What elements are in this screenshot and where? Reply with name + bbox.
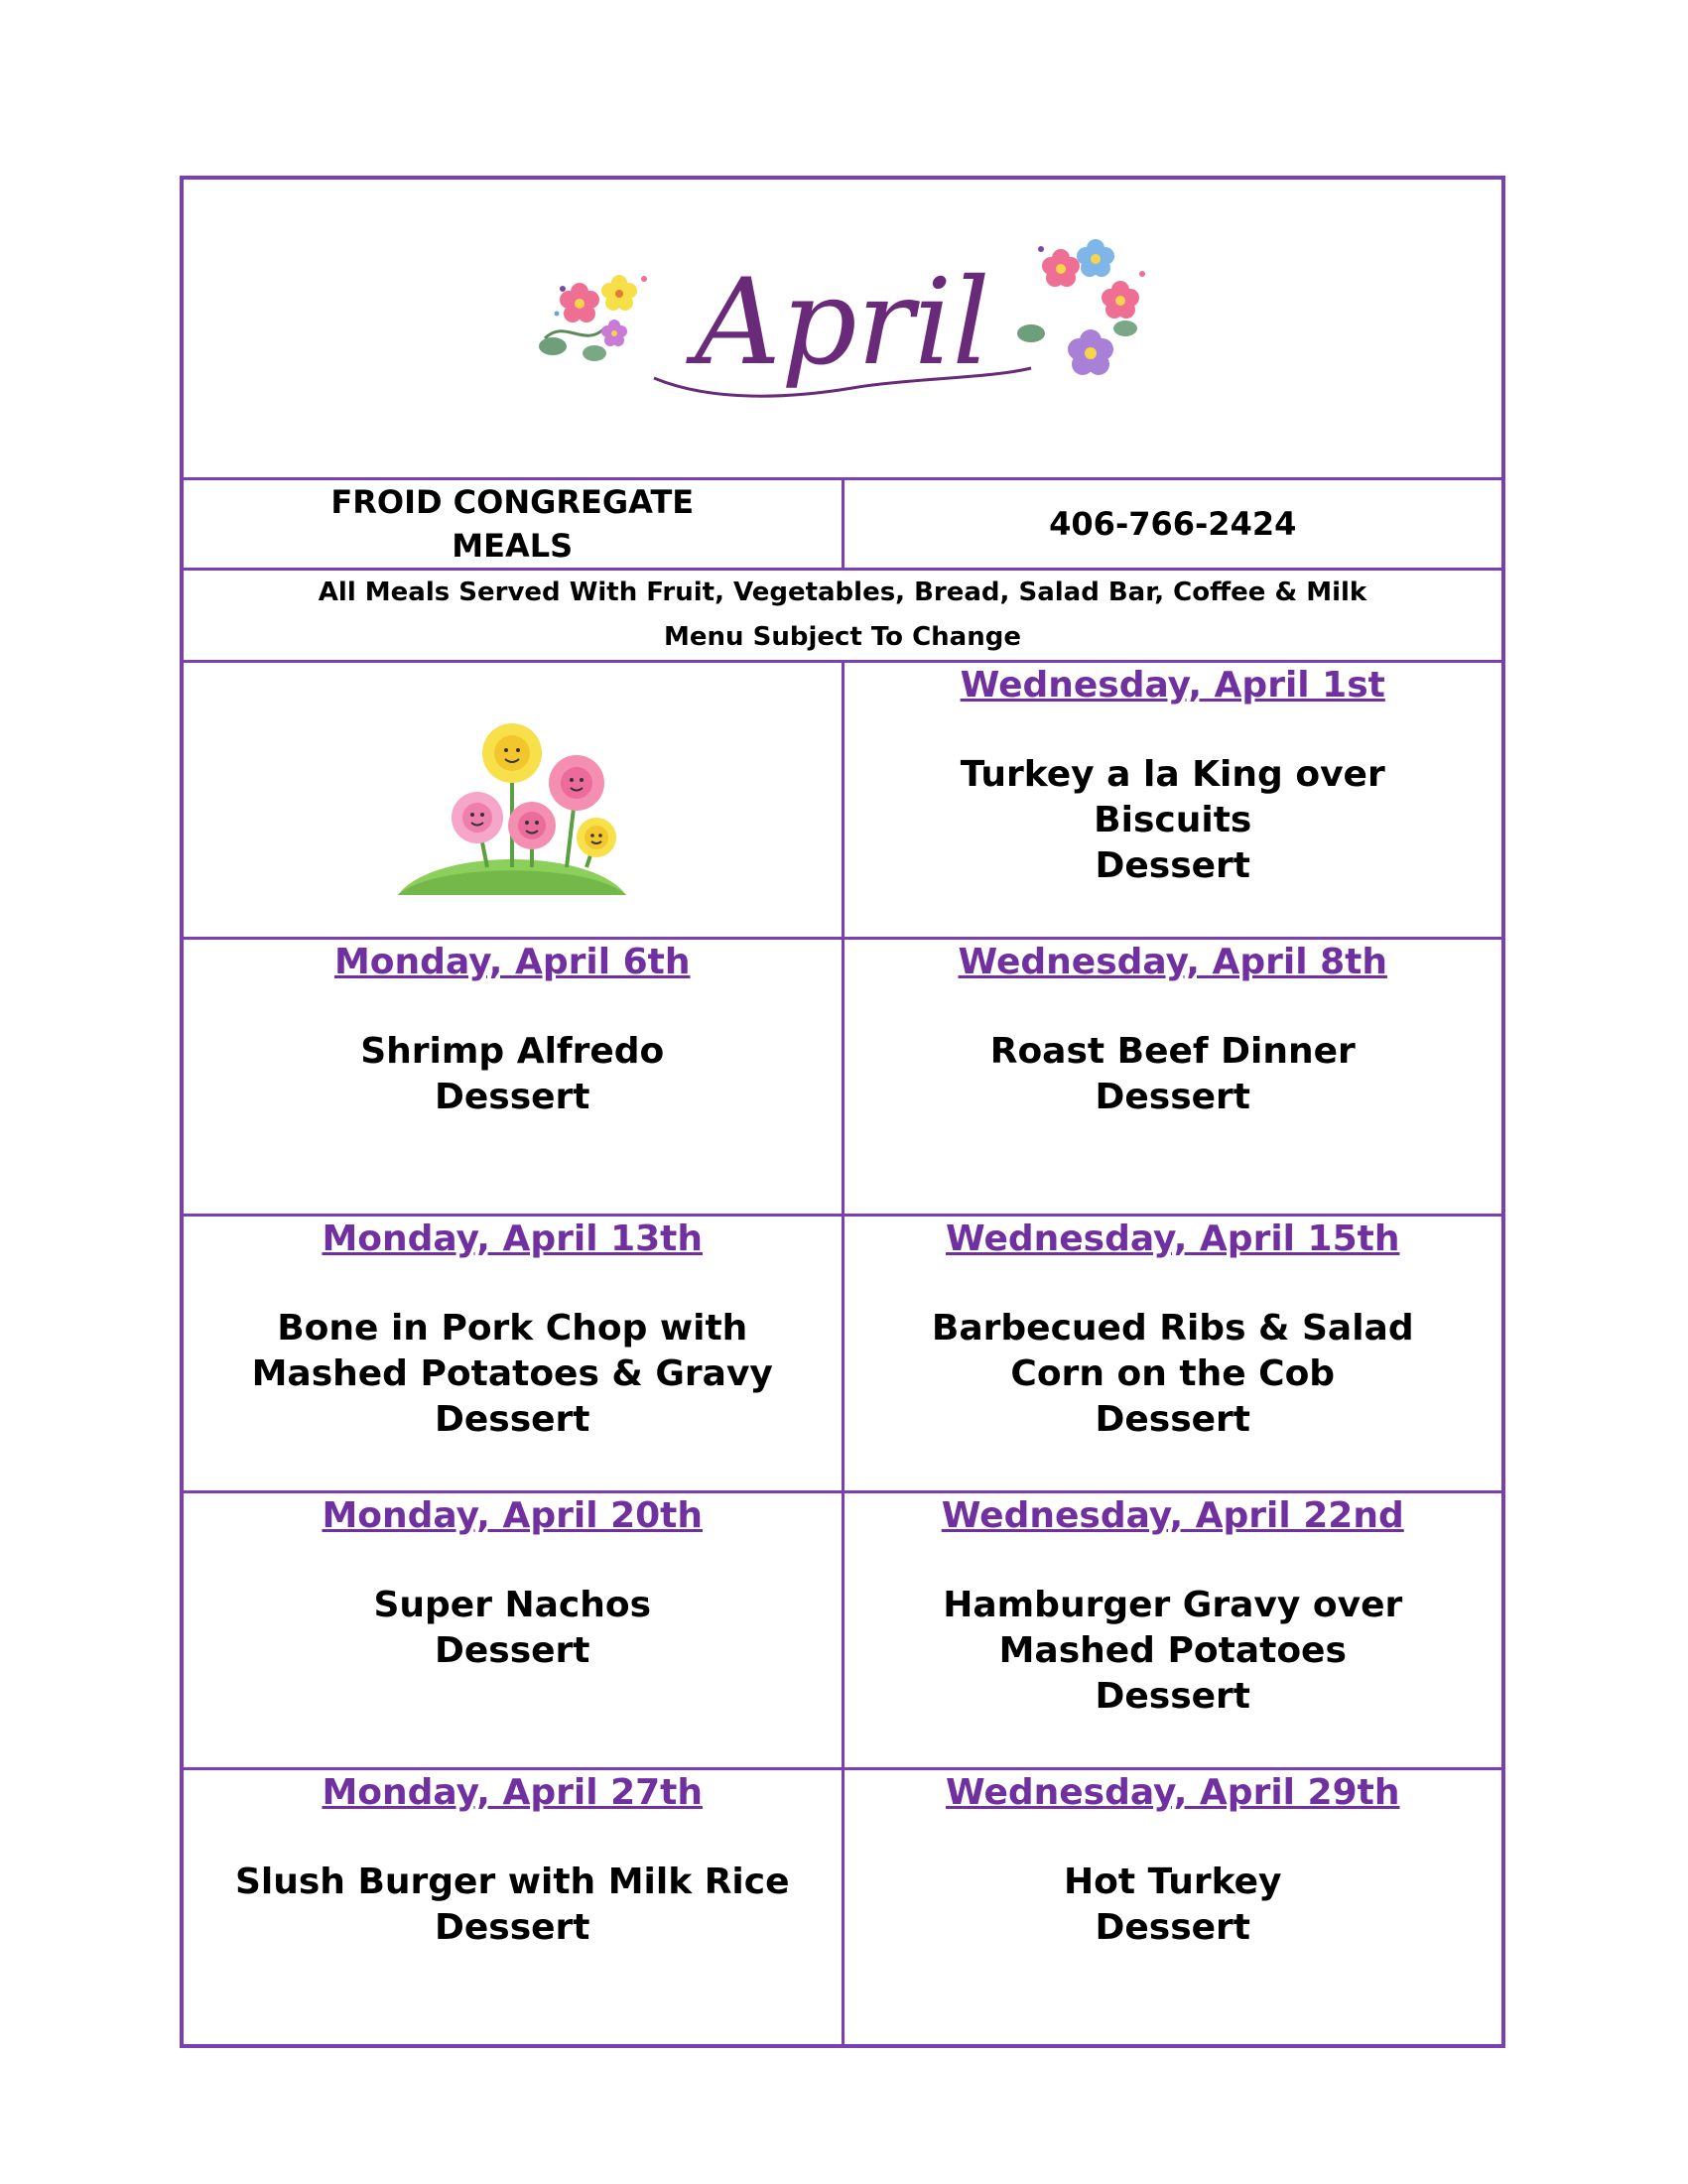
left-flower-cluster-icon [539,275,647,361]
right-flower-cluster-icon [1017,239,1145,375]
meal-lines [844,752,1502,889]
meal-lines [184,1583,842,1674]
meal-line: Barbecued Ribs & Salad [931,1308,1414,1349]
day-title: Wednesday, April 15th [946,1219,1400,1259]
meal-line: Dessert [1095,1907,1251,1948]
subject-to-change-note: Menu Subject To Change [664,622,1021,652]
meal-lines [844,1860,1502,1951]
meal-line: Dessert [1095,845,1251,886]
meal-line: Bone in Pork Chop with [277,1308,748,1349]
meal-line: Mashed Potatoes [998,1630,1347,1671]
day-cell-apr-20 [182,1492,843,1769]
day-title: Monday, April 13th [322,1219,704,1259]
day-title: Wednesday, April 29th [946,1772,1400,1813]
meal-lines [184,1029,842,1120]
meal-line: Dessert [1095,1077,1251,1117]
meal-line: Roast Beef Dinner [989,1031,1356,1072]
phone-number: 406-766-2424 [1049,505,1297,543]
served-with-note: All Meals Served With Fruit, Vegetables, Bread, Salad Bar, Coffee & Milk [318,578,1367,607]
meal-line: Dessert [434,1630,590,1671]
day-cell-apr-13 [182,1216,843,1492]
banner-cell [182,178,1503,479]
day-title: Wednesday, April 22nd [941,1495,1404,1536]
day-title: Wednesday, April 1st [960,665,1385,706]
day-cell-apr-1 [843,662,1503,939]
day-cell-apr-22 [843,1492,1503,1769]
day-cell-apr-15 [843,1216,1503,1492]
day-cell-apr-29 [843,1769,1503,2047]
day-cell-apr-27 [182,1769,843,2047]
day-title: Monday, April 6th [333,942,691,982]
notes-cell [182,570,1503,662]
april-script-word: April [695,254,990,392]
meal-line: Slush Burger with Milk Rice [234,1862,790,1902]
smiling-flowers-icon [393,699,631,897]
menu-table [180,176,1505,2048]
day-cell-apr-6 [182,939,843,1216]
day-title: Wednesday, April 8th [958,942,1387,982]
meal-line: Corn on the Cob [1010,1353,1336,1394]
phone-cell [843,479,1503,570]
meal-lines [844,1583,1502,1720]
meal-lines [184,1860,842,1951]
meal-line: Turkey a la King over [960,754,1385,795]
meal-line: Hot Turkey [1064,1862,1282,1902]
day-title: Monday, April 20th [322,1495,704,1536]
meal-lines [844,1029,1502,1120]
meal-lines [184,1306,842,1443]
meal-line: Dessert [434,1907,590,1948]
flower-picture-cell [182,662,843,939]
meal-line: Dessert [1095,1676,1251,1717]
meal-line: Super Nachos [373,1585,652,1625]
org-name-cell [182,479,843,570]
org-name: FROID CONGREGATE MEALS [330,483,695,565]
meal-lines [844,1306,1502,1443]
day-title: Monday, April 27th [322,1772,704,1813]
meal-line: Biscuits [1094,800,1252,840]
meal-line: Dessert [1095,1399,1251,1440]
meal-line: Dessert [434,1399,590,1440]
meal-line: Dessert [434,1077,590,1117]
meal-line: Shrimp Alfredo [360,1031,665,1072]
meal-line: Mashed Potatoes & Gravy [251,1353,773,1394]
meal-line: Hamburger Gravy over [943,1585,1403,1625]
day-cell-apr-8 [843,939,1503,1216]
april-banner-graphic [535,229,1150,428]
